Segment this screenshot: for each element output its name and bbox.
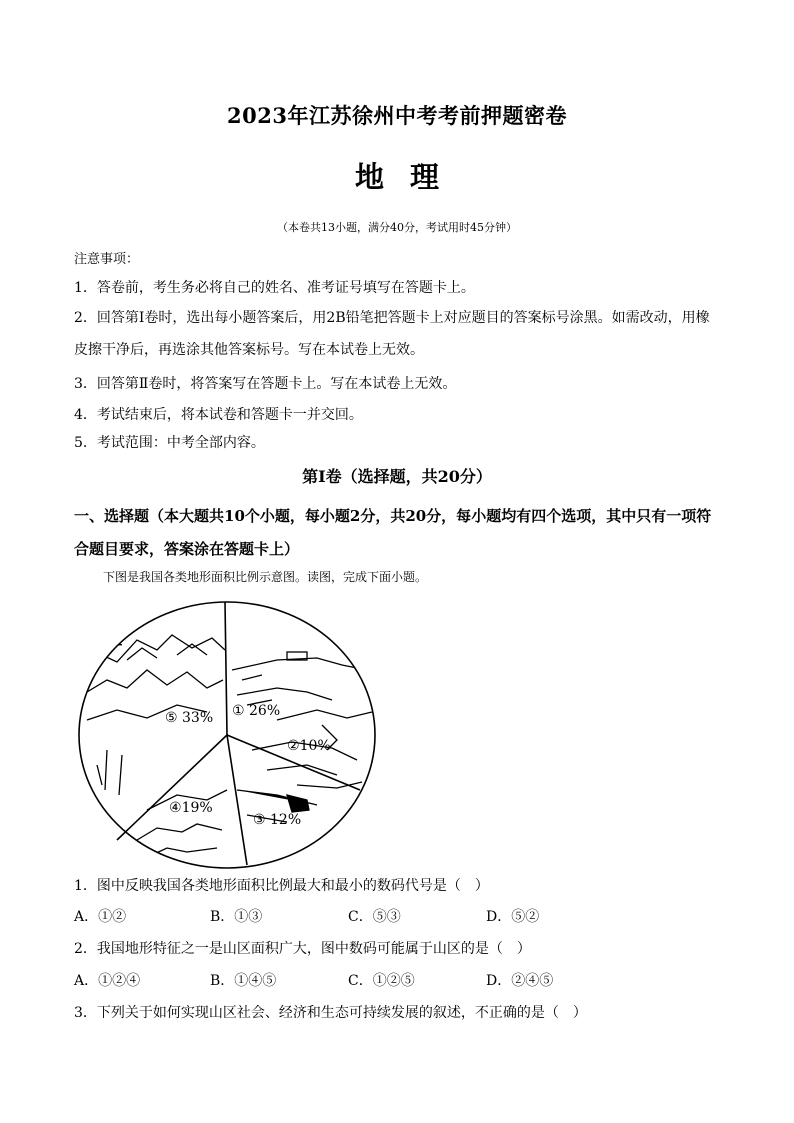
- note-item-2: 2．回答第Ⅰ卷时，选出每小题答案后，用2B铅笔把答题卡上对应题目的答案标号涂黑。如需改动，用橡皮擦干净后，再选涂其他答案标号。写在本试卷上无效。: [74, 310, 710, 358]
- exam-scope-note: （本卷共13小题，满分40分，考试用时45分钟）: [277, 221, 517, 234]
- q1-option-b[interactable]: B．①③: [210, 909, 263, 925]
- question-3-stem: 3．下列关于如何实现山区社会、经济和生态可持续发展的叙述，不正确的是（ ）: [74, 1005, 587, 1021]
- q2-option-c[interactable]: C．①②⑤: [348, 973, 415, 989]
- sector-label-3: ③ 12%: [253, 812, 302, 828]
- sector-label-1: ① 26%: [232, 703, 281, 719]
- q1-option-a[interactable]: A．①②: [74, 909, 127, 925]
- q1-option-c[interactable]: C．⑤③: [348, 909, 401, 925]
- question-1-stem: 1．图中反映我国各类地形面积比例最大和最小的数码代号是（ ）: [74, 878, 489, 894]
- q2-option-a[interactable]: A．①②④: [74, 973, 141, 989]
- sector-label-5: ⑤ 33%: [165, 710, 214, 726]
- note-item-5: 5．考试范围：中考全部内容。: [74, 435, 265, 451]
- q1-option-d[interactable]: D．⑤②: [486, 909, 540, 925]
- note-item-4: 4．考试结束后，将本试卷和答题卡一并交回。: [74, 407, 363, 423]
- question-2-stem: 2．我国地形特征之一是山区面积广大，图中数码可能属于山区的是（ ）: [74, 941, 531, 957]
- section-title: 第Ⅰ卷（选择题，共20分）: [302, 467, 492, 486]
- section-heading: 一、选择题（本大题共10个小题，每小题2分，共20分，每小题均有四个选项，其中只有一项符合题目要求，答案涂在答题卡上）: [74, 507, 712, 558]
- subject-title: 地理: [354, 160, 465, 194]
- sector-label-2: ②10%: [287, 738, 331, 754]
- note-item-3: 3．回答第Ⅱ卷时，将答案写在答题卡上。写在本试卷上无效。: [74, 376, 457, 392]
- q2-option-d[interactable]: D．②④⑤: [486, 973, 554, 989]
- q2-option-b[interactable]: B．①④⑤: [210, 973, 277, 989]
- terrain-area-pie-figure: [77, 600, 377, 872]
- note-item-1: 1．答卷前，考生务必将自己的姓名、准考证号填写在答题卡上。: [74, 280, 475, 296]
- question-intro: 下图是我国各类地形面积比例示意图。读图，完成下面小题。: [103, 570, 428, 584]
- notes-heading: 注意事项：: [74, 252, 140, 267]
- sector-label-4: ④19%: [169, 800, 213, 816]
- exam-title: 2023年江苏徐州中考考前押题密卷: [227, 103, 567, 128]
